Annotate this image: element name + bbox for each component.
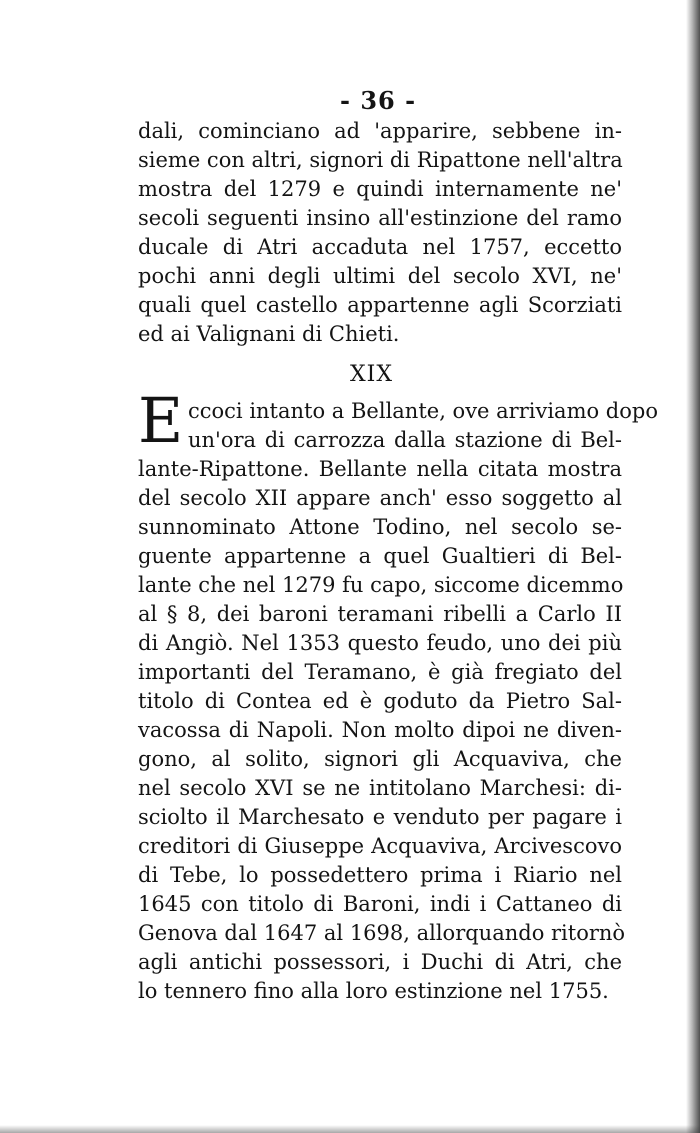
section-heading: XIX	[350, 362, 394, 387]
text-line: del secolo XII appare anch' esso soggetto al	[138, 486, 622, 510]
text-line: importanti del Teramano, è già fregiato del	[138, 660, 622, 684]
text-line: di Angiò. Nel 1353 questo feudo, uno dei più	[138, 631, 622, 655]
main-paragraph	[138, 397, 658, 1006]
text-line: agli antichi possessori, i Duchi di Atri, che	[138, 950, 622, 974]
text-line: 1645 con titolo di Baroni, indi i Cattaneo di	[138, 892, 622, 916]
text-line: un'ora di carrozza dalla stazione di Bel-	[188, 428, 622, 452]
page-edge-shadow-bottom	[0, 1125, 700, 1133]
text-line: ducale di Atri accaduta nel 1757, eccetto	[138, 235, 622, 259]
text-line: lante che nel 1279 fu capo, siccome dicemmo	[138, 573, 624, 597]
text-line: dali, cominciano ad 'apparire, sebbene in-	[138, 119, 622, 143]
text-line: quali quel castello appartenne agli Scorziati	[138, 293, 622, 317]
text-line: lo tennero fino alla loro estinzione nel 1755.	[138, 979, 609, 1003]
top-paragraph	[138, 117, 622, 349]
text-line: titolo di Contea ed è goduto da Pietro Sal-	[138, 689, 622, 713]
text-line: gono, al solito, signori gli Acquaviva, che	[138, 747, 622, 771]
text-line: ed ai Valignani di Chieti.	[138, 322, 400, 346]
text-line: nel secolo XVI se ne intitolano Marchesi: di-	[138, 776, 622, 800]
text-line: Genova dal 1647 al 1698, allorquando ritornò	[138, 921, 626, 945]
text-line: al § 8, dei baroni teramani ribelli a Carlo II	[138, 602, 622, 626]
page-edge-shadow-right	[686, 0, 700, 1133]
text-line: creditori di Giuseppe Acquaviva, Arcivescovo	[138, 834, 622, 858]
text-line: pochi anni degli ultimi del secolo XVI, ne'	[138, 264, 622, 288]
text-line: di Tebe, lo possedettero prima i Riario nel	[138, 863, 622, 887]
page-number: - 36 -	[340, 86, 417, 115]
text-line: guente appartenne a quel Gualtieri di Bel-	[138, 544, 622, 568]
text-line: secoli seguenti insino all'estinzione del ramo	[138, 206, 622, 230]
text-line: vacossa di Napoli. Non molto dipoi ne diven-	[138, 718, 622, 742]
text-line: lante-Ripattone. Bellante nella citata mostra	[138, 457, 622, 481]
text-line: sunnominato Attone Todino, nel secolo se-	[138, 515, 622, 539]
text-line: ccoci intanto a Bellante, ove arriviamo dopo	[188, 399, 658, 423]
drop-cap-letter: E	[138, 384, 184, 457]
text-line: sieme con altri, signori di Ripattone nell'altra	[138, 148, 623, 172]
text-line: sciolto il Marchesato e venduto per pagare i	[138, 805, 622, 829]
text-line: mostra del 1279 e quindi internamente ne'	[138, 177, 622, 201]
